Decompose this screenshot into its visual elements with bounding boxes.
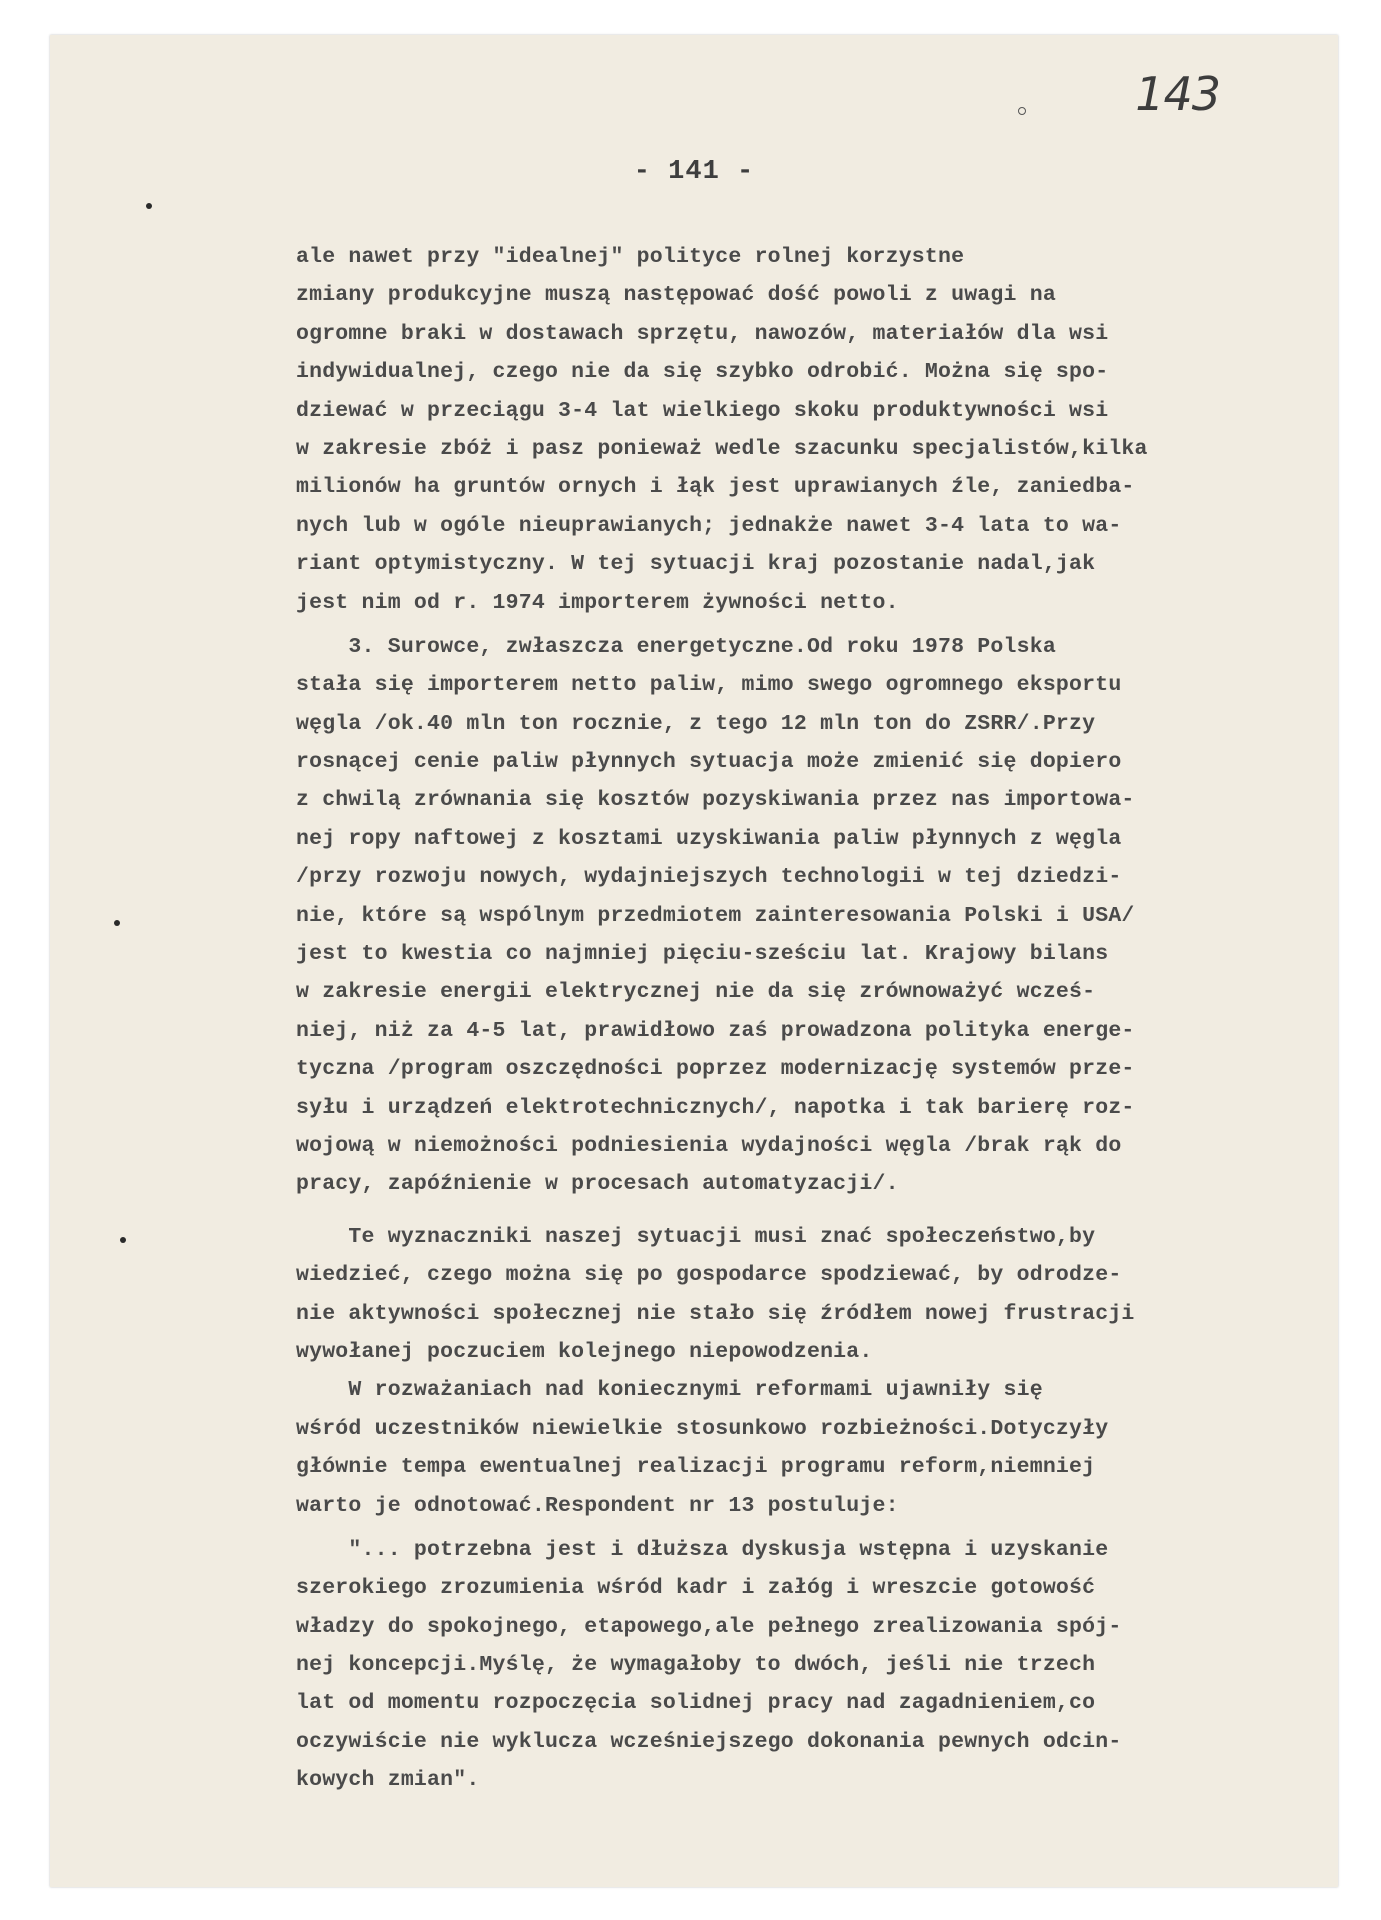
paragraph-2 [296,628,1316,1204]
text-line: ale nawet przy "idealnej" polityce rolnej korzystne [296,245,965,269]
text-line: jest to kwestia co najmniej pięciu-sześciu lat. Krajowy bilans [296,942,1109,967]
quotation [296,1531,1316,1800]
text-line: wśród uczestników niewielkie stosunkowo rozbieżności.Dotyczyły [296,1416,1109,1441]
text-line: wojową w niemożności podniesienia wydajności węgla /brak rąk do [296,1133,1122,1158]
text-line: w zakresie energii elektrycznej nie da się zrównoważyć wcześ- [296,980,1096,1005]
document-page [50,35,1338,1887]
paragraph-1 [296,238,1316,622]
paragraph-4 [296,1371,1316,1525]
text-line: z chwilą zrównania się kosztów pozyskiwania przez nas importowa- [296,788,1135,813]
text-line: 3. Surowce, zwłaszcza energetyczne.Od roku 1978 Polska [296,634,1056,659]
text-line: W rozważaniach nad koniecznymi reformami ujawniły się [296,1378,1043,1403]
text-line: nej ropy naftowej z kosztami uzyskiwania paliw płynnych z węgla [296,826,1122,851]
text-line: ogromne braki w dostawach sprzętu, nawozów, materiałów dla wsi [296,321,1109,346]
handwritten-folio-number: 143 [1135,67,1220,121]
text-line: tyczna /program oszczędności poprzez modernizację systemów prze- [296,1057,1135,1082]
binding-hole-mark [114,920,120,926]
text-line: nie, które są wspólnym przedmiotem zainteresowania Polski i USA/ [296,903,1135,928]
binding-hole-mark [146,203,152,209]
text-line: rosnącej cenie paliw płynnych sytuacja może zmienić się dopiero [296,750,1122,775]
text-line: głównie tempa ewentualnej realizacji programu reform,niemniej [296,1455,1096,1480]
text-line: wywołanej poczuciem kolejnego niepowodzenia. [296,1339,873,1364]
text-line: stała się importerem netto paliw, mimo swego ogromnego eksportu [296,673,1122,698]
text-line: oczywiście nie wyklucza wcześniejszego dokonania pewnych odcin- [296,1729,1122,1754]
text-line: syłu i urządzeń elektrotechnicznych/, napotka i tak barierę roz- [296,1095,1135,1120]
text-line: "... potrzebna jest i dłuższa dyskusja wstępna i uzyskanie [296,1537,1109,1562]
text-line: Te wyznaczniki naszej sytuacji musi znać społeczeństwo,by [296,1224,1096,1249]
text-line: milionów ha gruntów ornych i łąk jest uprawianych źle, zaniedba- [296,475,1135,500]
text-line: w zakresie zbóż i pasz ponieważ wedle szacunku specjalistów,kilka [296,436,1148,461]
text-line: pracy, zapóźnienie w procesach automatyzacji/. [296,1172,899,1197]
text-line: lat od momentu rozpoczęcia solidnej pracy nad zagadnieniem,co [296,1691,1096,1716]
text-line: nej koncepcji.Myślę, że wymagałoby to dwóch, jeśli nie trzech [296,1653,1096,1678]
text-line: szerokiego zrozumienia wśród kadr i załóg i wreszcie gotowość [296,1576,1096,1601]
text-line: warto je odnotować.Respondent nr 13 postuluje: [296,1493,899,1518]
text-line: jest nim od r. 1974 importerem żywności netto. [296,590,899,615]
text-line: zmiany produkcyjne muszą następować dość powoli z uwagi na [296,283,1056,308]
text-line: riant optymistyczny. W tej sytuacji kraj pozostanie nadal,jak [296,552,1096,577]
text-line: kowych zmian". [296,1768,480,1793]
page-number: - 141 - [633,157,755,187]
text-line: niej, niż za 4-5 lat, prawidłowo zaś prowadzona polityka energe- [296,1018,1135,1043]
text-line: indywidualnej, czego nie da się szybko odrobić. Można się spo- [296,360,1109,385]
document-body [296,238,1316,1800]
text-line: węgla /ok.40 mln ton rocznie, z tego 12 mln ton do ZSRR/.Przy [296,711,1096,736]
binding-hole-mark [120,1237,126,1243]
punch-mark [1018,107,1026,115]
text-line: /przy rozwoju nowych, wydajniejszych technologii w tej dziedzi- [296,865,1122,890]
text-line: nie aktywności społecznej nie stało się źródłem nowej frustracji [296,1301,1135,1326]
text-line: władzy do spokojnego, etapowego,ale pełnego zrealizowania spój- [296,1614,1122,1639]
paragraph-3 [296,1218,1316,1372]
text-line: nych lub w ogóle nieuprawianych; jednakże nawet 3-4 lata to wa- [296,513,1122,538]
text-line: dziewać w przeciągu 3-4 lat wielkiego skoku produktywności wsi [296,398,1109,423]
text-line: wiedzieć, czego można się po gospodarce spodziewać, by odrodze- [296,1263,1122,1288]
